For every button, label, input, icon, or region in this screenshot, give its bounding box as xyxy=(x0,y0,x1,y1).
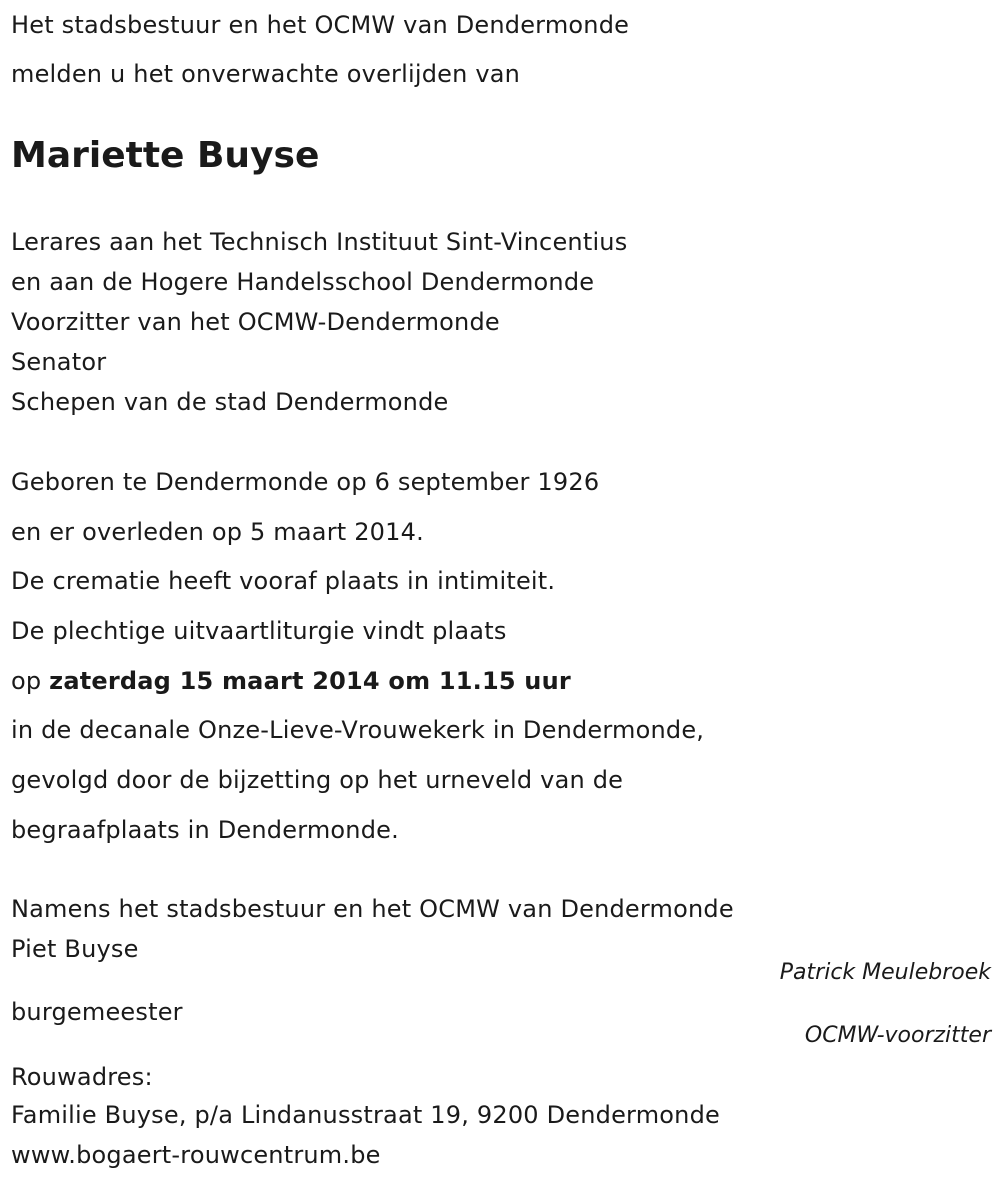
function-item: Senator xyxy=(11,348,107,376)
address-line: Familie Buyse, p/a Lindanusstraat 19, 9200 Dendermonde xyxy=(11,1101,720,1129)
intro-line-2: melden u het onverwachte overlijden van xyxy=(11,60,521,88)
function-item: Lerares aan het Technisch Instituut Sint-Vincentius xyxy=(11,228,628,256)
burial-line-2: begraafplaats in Dendermonde. xyxy=(11,816,399,844)
chairman-title: OCMW-voorzitter xyxy=(804,1023,991,1048)
liturgy-line: De plechtige uitvaartliturgie vindt plaats xyxy=(11,617,507,645)
mayor-name: Piet Buyse xyxy=(11,935,139,963)
deceased-name: Mariette Buyse xyxy=(11,135,320,176)
burial-line-1: gevolgd door de bijzetting op het urneveld van de xyxy=(11,766,624,794)
cremation-line: De crematie heeft vooraf plaats in intimiteit. xyxy=(11,567,556,595)
chairman-name: Patrick Meulebroek xyxy=(779,960,991,985)
service-date-line xyxy=(11,666,571,696)
church-line: in de decanale Onze-Lieve-Vrouwekerk in Dendermonde, xyxy=(11,716,705,744)
function-item: en aan de Hogere Handelsschool Dendermonde xyxy=(11,268,595,296)
service-date-prefix: op xyxy=(11,667,50,695)
service-date: zaterdag 15 maart 2014 om 11.15 uur xyxy=(49,667,571,695)
mayor-title: burgemeester xyxy=(11,998,183,1026)
death-line: en er overleden op 5 maart 2014. xyxy=(11,518,424,546)
function-item: Schepen van de stad Dendermonde xyxy=(11,388,449,416)
on-behalf-line: Namens het stadsbestuur en het OCMW van Dendermonde xyxy=(11,895,734,923)
website-link[interactable]: www.bogaert-rouwcentrum.be xyxy=(11,1141,381,1169)
birth-line: Geboren te Dendermonde op 6 september 1926 xyxy=(11,468,600,496)
intro-line-1: Het stadsbestuur en het OCMW van Dendermonde xyxy=(11,11,630,39)
function-item: Voorzitter van het OCMW-Dendermonde xyxy=(11,308,500,336)
address-label: Rouwadres: xyxy=(11,1063,153,1091)
